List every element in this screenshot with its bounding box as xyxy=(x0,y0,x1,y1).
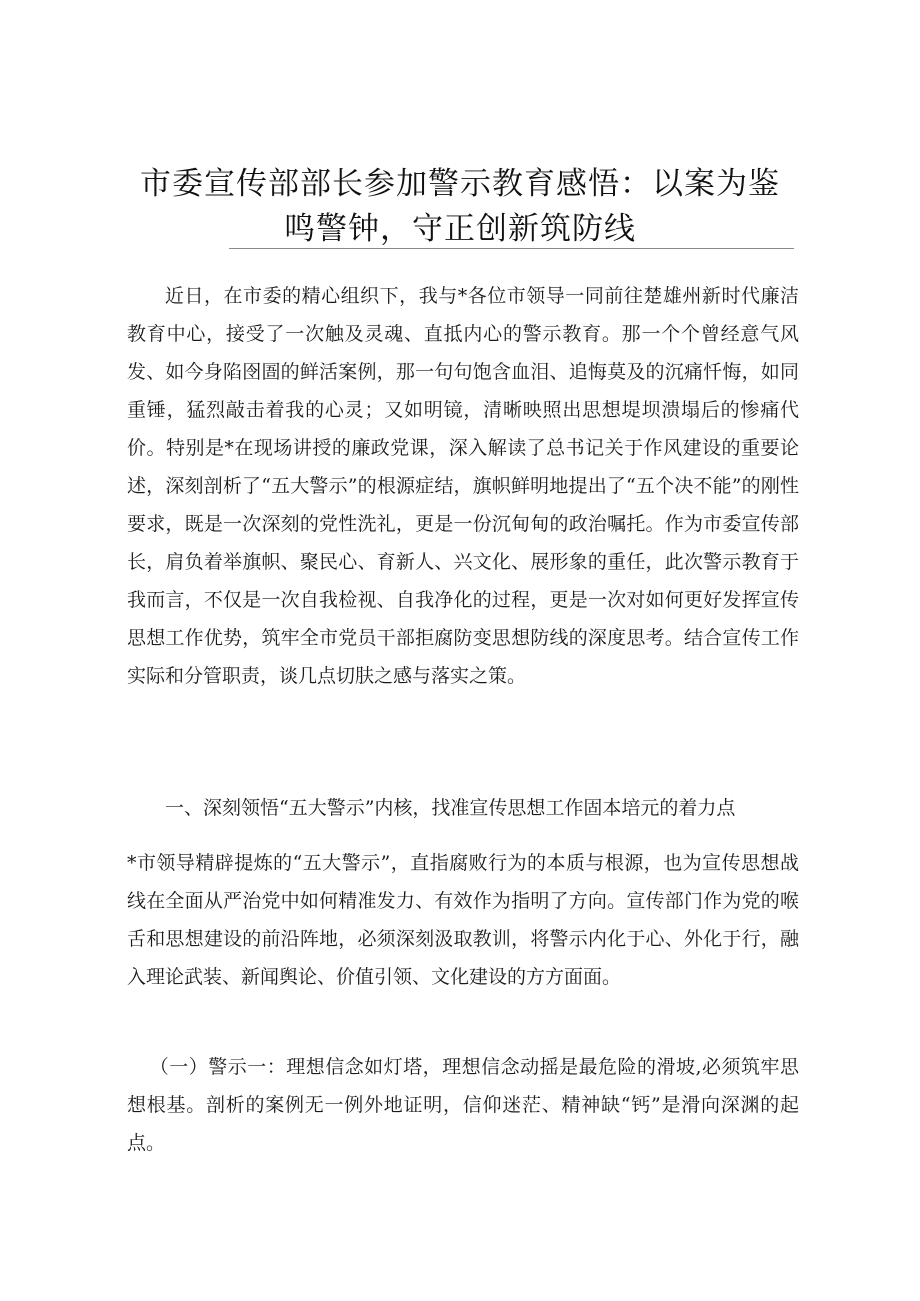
section-1-paragraph: *市领导精辟提炼的“五大警示”，直指腐败行为的本质与根源，也为宣传思想战线在全面从严治党中如何精准发力、有效作为指明了方向。宣传部门作为党的喉舌和思想建设的前沿阵地，必须深刻汲取教训，将警示内化于心、外化于行，融入理论武装、新闻舆论、价值引领、文化建设的方方面面。 xyxy=(127,852,799,988)
intro-paragraph: 近日，在市委的精心组织下，我与*各位市领导一同前往楚雄州新时代廉洁教育中心，接受了一次触及灵魂、直抵内心的警示教育。那一个个曾经意气风发、如今身陷囹圄的鲜活案例，那一句句饱含血泪、追悔莫及的沉痛忏悔，如同重锤，猛烈敲击着我的心灵；又如明镜，清晰映照出思想堤坝溃塌后的惨痛代价。特别是*在现场讲授的廉政党课，深入解读了总书记关于作风建设的重要论述，深刻剖析了“五大警示”的根源症结，旗帜鲜明地提出了“五个决不能”的刚性要求，既是一次深刻的党性洗礼，更是一份沉甸甸的政治嘱托。作为市委宣传部长，肩负着举旗帜、聚民心、育新人、兴文化、展形象的重任，此次警示教育于我而言，不仅是一次自我检视、自我净化的过程，更是一次对如何更好发挥宣传思想工作优势，筑牢全市党员干部拒腐防变思想防线的深度思考。结合宣传工作实际和分管职责，谈几点切肤之感与落实之策。 xyxy=(127,285,799,687)
document-title-line-2: 鸣警钟，守正创新筑防线 xyxy=(284,211,636,247)
subsection-heading-1: （一）警示一：理想信念如灯塔，理想信念动摇是最危险的滑坡,必须筑牢思想根基。剖析的案例无一例外地证明，信仰迷茫、精神缺“钙”是滑向深渊的起点。 xyxy=(127,1056,799,1154)
document-title-line-1: 市委宣传部部长参加警示教育感悟：以案为鉴 xyxy=(140,166,780,202)
section-heading-1: 一、深刻领悟“五大警示”内核，找准宣传思想工作固本培元的着力点 xyxy=(165,797,736,819)
title-underline-divider xyxy=(229,248,794,249)
